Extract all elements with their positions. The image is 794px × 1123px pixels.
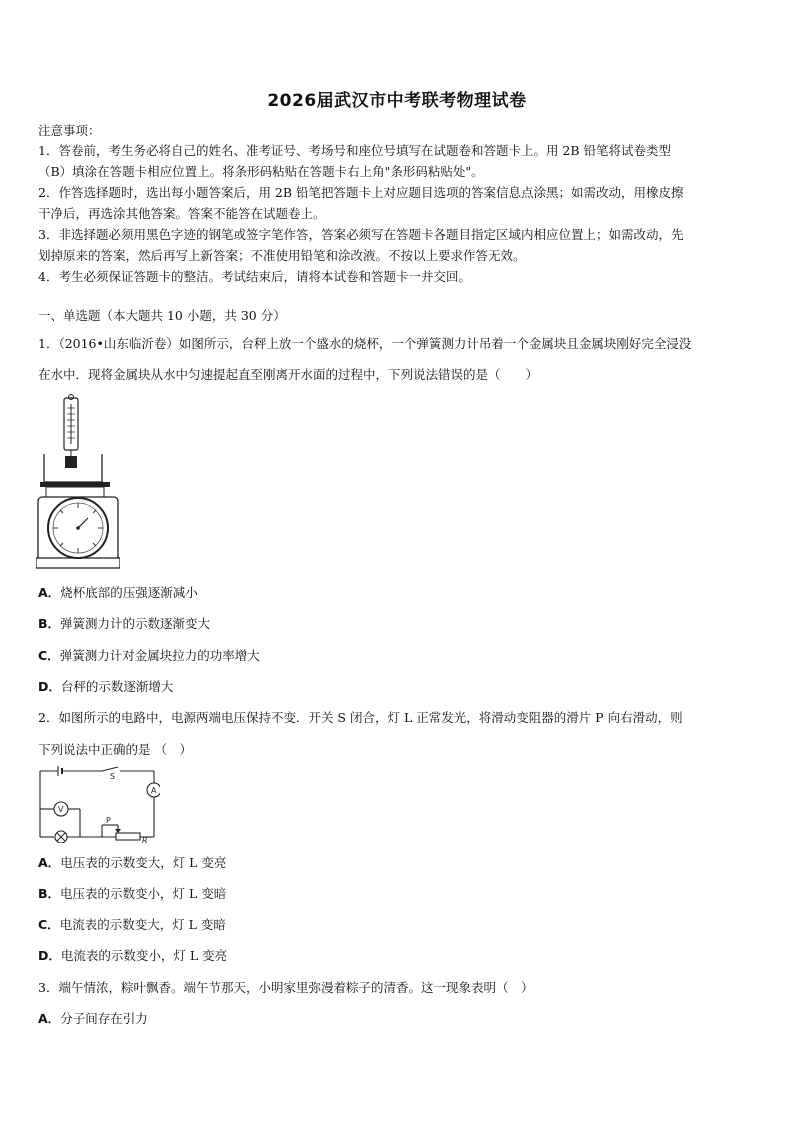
option-letter: C． [38, 917, 60, 932]
section-heading: 一、单选题（本大题共 10 小题，共 30 分） [38, 308, 286, 323]
rheostat-icon [116, 833, 140, 840]
ammeter-label: A [151, 786, 157, 795]
question-1-option-a [38, 583, 198, 601]
switch-blade [102, 767, 118, 771]
question-1-option-d [38, 677, 173, 695]
note-line: 干净后，再选涂其他答案。答案不能答在试题卷上。 [38, 206, 326, 221]
option-text: 弹簧测力计对金属块拉力的功率增大 [59, 648, 260, 663]
note-line: 划掉原来的答案，然后再写上新答案；不准使用铅笔和涂改液。不按以上要求作答无效。 [38, 248, 526, 263]
option-text: 电流表的示数变大，灯 L 变暗 [59, 917, 226, 932]
note-line: 1．答卷前，考生务必将自己的姓名、准考证号、考场号和座位号填写在试题卷和答题卡上。用 2B 铅笔将试卷类型 [38, 143, 672, 158]
option-letter: A． [38, 585, 61, 600]
option-letter: A． [38, 1011, 61, 1026]
page-title: 2026届武汉市中考联考物理试卷 [267, 91, 527, 111]
option-letter: B． [38, 616, 61, 631]
voltmeter-label: V [58, 805, 64, 814]
option-letter: C． [38, 648, 60, 663]
option-text: 弹簧测力计的示数逐渐变大 [60, 616, 211, 631]
option-text: 分子间存在引力 [60, 1011, 148, 1026]
option-text: 电流表的示数变小，灯 L 变亮 [60, 948, 228, 963]
switch-label: S [110, 772, 116, 781]
circuit-diagram [36, 765, 160, 843]
option-text: 烧杯底部的压强逐渐减小 [60, 585, 198, 600]
option-text: 电压表的示数变小，灯 L 变暗 [60, 886, 227, 901]
question-3-stem: 3．端午情浓，粽叶飘香。端午节那天，小明家里弥漫着粽子的清香。这一现象表明（ ） [38, 980, 534, 995]
question-2-stem: 2．如图所示的电路中，电源两端电压保持不变．开关 S 闭合，灯 L 正常发光，将滑动变阻器的滑片 P 向右滑动，则 [38, 710, 683, 725]
option-letter: A． [38, 855, 61, 870]
question-3-option-a [38, 1009, 148, 1027]
question-2-option-a [38, 853, 226, 871]
note-line: 4．考生必须保证答题卡的整洁。考试结束后，请将本试卷和答题卡一并交回。 [38, 269, 471, 284]
notes-heading: 注意事项： [38, 123, 101, 138]
option-letter: D． [38, 679, 61, 694]
option-text: 电压表的示数变大，灯 L 变亮 [60, 855, 227, 870]
question-2-option-d [38, 946, 227, 964]
scale-beaker-figure [36, 394, 120, 570]
option-text: 台秤的示数逐渐增大 [60, 679, 174, 694]
option-letter: B． [38, 886, 61, 901]
slider-label: P [106, 816, 111, 825]
resistor-label: R [142, 836, 148, 843]
option-letter: D． [38, 948, 61, 963]
question-1-stem: 1．（2016•山东临沂卷）如图所示，台秤上放一个盛水的烧杯，一个弹簧测力计吊着一个金属块且金属块刚好完全浸没 [38, 336, 692, 351]
question-1-option-b [38, 614, 210, 632]
question-1-stem-cont: 在水中．现将金属块从水中匀速提起直至刚离开水面的过程中，下列说法错误的是（ ） [38, 367, 539, 382]
note-line: 2．作答选择题时，选出每小题答案后，用 2B 铅笔把答题卡上对应题目选项的答案信息点涂黑；如需改动，用橡皮擦 [38, 185, 684, 200]
note-line: 3．非选择题必须用黑色字迹的钢笔或签字笔作答，答案必须写在答题卡各题目指定区域内相应位置上；如需改动，先 [38, 227, 684, 242]
note-line: （B）填涂在答题卡相应位置上。将条形码粘贴在答题卡右上角"条形码粘贴处"。 [38, 164, 484, 179]
question-2-option-c [38, 915, 226, 933]
question-2-stem-cont: 下列说法中正确的是 （ ） [38, 742, 192, 757]
question-1-option-c [38, 646, 260, 664]
question-2-option-b [38, 884, 226, 902]
